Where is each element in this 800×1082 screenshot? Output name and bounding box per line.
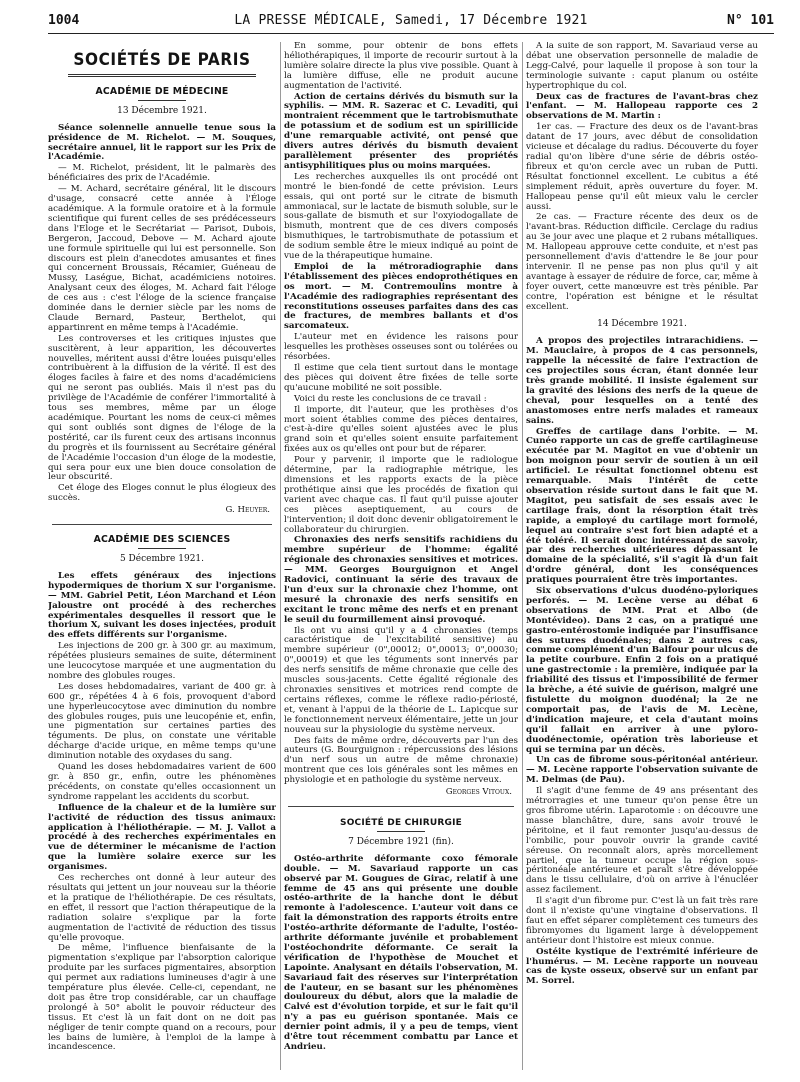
article-paragraph: Influence de la chaleur et de la lumière sur l'activité de réduction des tissus animaux: application à l'héliothérapie. — M. J. Vallot a procédé à des recherches expérimentales en vue de déterminer le mécanisme de l'action que la lumière solaire exerce sur les organismes. bbox=[48, 802, 276, 873]
article-paragraph: L'auteur met en évidence les raisons pour lesquelles les prothèses osseuses sont ou tolérées ou résorbées. bbox=[284, 332, 518, 363]
header-rule bbox=[48, 33, 774, 34]
article-paragraph: A propos des projectiles intrarachidiens. — M. Mauclaire, à propos de 4 cas personnels, rappelle la nécessité de faire l'extraction de ces projectiles sous écran, étant donnée leur très grande mobilité. Il insiste également sur la gravité des lésions des nerfs de la queue de cheval, pour lesquelles on a tenté des anastomoses entre nerfs malades et rameaux sains. bbox=[526, 336, 758, 426]
article-paragraph: Il s'agit d'un fibrome pur. C'est là un fait très rare dont il n'existe qu'une vingtaine d'observations. Il faut en effet séparer complètement ces tumeurs des fibromyomes du ligament large à développement antérieur dont l'histoire est mieux connue. bbox=[526, 896, 758, 946]
article-paragraph: Des faits de même ordre, découverts par l'un des auteurs (G. Bourguignon : répercussions des lésions d'un nerf sous un autre de même chronaxie) montrent que ces lois générales sont les mêmes en physiologie et en pathologie du système nerveux. bbox=[284, 735, 518, 786]
author-signature: Georges Vitoux. bbox=[445, 787, 512, 798]
column-middle bbox=[284, 42, 518, 1072]
author-signature: G. Heuyer. bbox=[225, 505, 270, 516]
article-paragraph: 2e cas. — Fracture récente des deux os de l'avant-bras. Réduction difficile. Cerclage du radius au 3e jour avec une plaque et 2 rubans métalliques. M. Hallopeau approuve cette conduite, et n'est pas personnellement d'avis d'attendre le 8e jour pour intervenir. Il ne pense pas non plus qu'il y ait avantage à essayer de réduire de force, car, même à foyer ouvert, cette manœuvre est très pénible. Par contre, l'opération est bénigne et le résultat excellent. bbox=[526, 212, 758, 312]
issue-number: N° 101 bbox=[727, 13, 774, 28]
article-paragraph: A la suite de son rapport, M. Savariaud verse au débat une observation personnelle de maladie de Legg-Calvé, pour laquelle il propose à son tour la terminologie suivante : caput planum ou ostéite hypertrophique du col. bbox=[526, 42, 758, 91]
short-rule bbox=[377, 831, 425, 832]
article-paragraph: Emploi de la métroradiographie dans l'établissement des pièces endoprothétiques en os mort. — M. Contremoulins montre à l'Académie des radiographies représentant des reconstitutions osseuses parfaites dans des cas de fractures, de membres ballants et d'os sarcomateux. bbox=[284, 261, 518, 332]
article-paragraph: 1er cas. — Fracture des deux os de l'avant-bras datant de 17 jours, avec début de consolidation vicieuse et décalage du radius. Découverte du foyer radial qu'on libère d'une série de débris ostéo-fibreux et qu'on cercle avec un ruban de Putti. Résultat fonctionnel excellent. Le cubitus a été simplement réduit, après ouverture du foyer. M. Hallopeau pense qu'il eût mieux valu le cercler aussi. bbox=[526, 122, 758, 212]
column-right bbox=[526, 42, 758, 1072]
journal-title: LA PRESSE MÉDICALE, Samedi, 17 Décembre 1921 bbox=[234, 13, 588, 28]
societe-chirurgie-date-2: 14 Décembre 1921. bbox=[597, 319, 687, 330]
section-separator bbox=[288, 806, 514, 807]
academie-medecine-heading: ACADÉMIE DE MÉDECINE bbox=[95, 85, 229, 97]
article-paragraph: Deux cas de fractures de l'avant-bras chez l'enfant. — M. Hallopeau rapporte ces 2 observations de M. Martin : bbox=[526, 91, 758, 122]
article-paragraph: Ostéite kystique de l'extrémité inférieure de l'humérus. — M. Lecène rapporte un nouveau cas de kyste osseux, observé sur un enfant par M. Sorrel. bbox=[526, 946, 758, 987]
academie-sciences-heading: ACADÉMIE DES SCIENCES bbox=[93, 534, 231, 546]
article-paragraph: En somme, pour obtenir de bons effets héliothérapiques, il importe de recourir surtout à la lumière solaire directe la plus vive possible. Quant à la lumière diffuse, elle ne produit aucune augmentation de l'activité. bbox=[284, 42, 518, 91]
article-paragraph: Les injections de 200 gr. à 300 gr. au maximum, répétées plusieurs semaines de suite, déterminent une leucocytose marquée et une augmentation du nombre des globules rouges. bbox=[48, 641, 276, 681]
section-rule bbox=[68, 74, 256, 77]
article-paragraph: Cet éloge des Eloges connut le plus élogieux des succès. bbox=[48, 483, 276, 504]
article-paragraph: Ces recherches ont donné à leur auteur des résultats qui jettent un jour nouveau sur la théorie et la pratique de l'héliothérapie. De ces résultats, en effet, il ressort que l'action thérapeutique de la radiation solaire s'explique par la forte augmentation de l'activité de réduction des tissus qu'elle provoque. bbox=[48, 873, 276, 943]
article-paragraph: Ostéo-arthrite déformante coxo fémorale double. — M. Savariaud rapporte un cas observé par M. Gougues de Girac, relatif à une femme de 45 ans qui présente une double ostéo-arthrite de la hanche dont le début remonte à l'adolescence. L'auteur voit dans ce fait la démonstration des rapports étroits entre l'ostéo-arthrite déformante de l'adulte, l'ostéo-arthrite déformante juvénile et probablement l'ostéochondrite déformante. Ce serait la vérification de l'hypothèse de Mouchet et Lapointe. Analysant en détails l'observation, M. Savariaud fait des réserves sur l'interprétation de l'auteur, en se basant sur les phénomènes douloureux du début, alors que la maladie de Calvé est d'évolution torpide, et sur le fait qu'il n'y a pas eu guérison spontanée. Mais ce dernier point admis, il y a peu de temps, vient d'être tout récemment combattu par Lance et Andrieu. bbox=[284, 853, 518, 1052]
article-paragraph: Il estime que cela tient surtout dans le montage des pièces qui doivent être fixées de telle sorte qu'aucune mobilité ne soit possible. bbox=[284, 363, 518, 393]
article-paragraph: Il importe, dit l'auteur, que les prothèses d'os mort soient établies comme des pièces dentaires, c'est-à-dire qu'elles soient ajustées avec le plus grand soin et qu'elles soient ensuite parfaitement fixées aux os qu'elles ont pour but de réparer. bbox=[284, 404, 518, 455]
societe-chirurgie-heading: SOCIÉTÉ DE CHIRURGIE bbox=[340, 817, 462, 828]
article-paragraph: Ils ont vu ainsi qu'il y a 4 chronaxies (temps caractéristique de l'excitabilité sensitive) au membre supérieur (0",00012; 0",00013; 0",00030; 0",00019) et que les téguments sont innervés par des nerfs sensitifs de même chronaxie que celle des muscles sous-jacents. Cette égalité régionale des chronaxies sensitives et motrices rend compte de certains réflexes, comme le réflexe radio-périosté, et, venant à l'appui de la théorie de L. Lapicque sur le fonctionnement nerveux élémentaire, jette un jour nouveau sur la physiologie du système nerveux. bbox=[284, 625, 518, 735]
article-paragraph: — M. Richelot, président, lit le palmarès des bénéficiaires des prix de l'Académie. bbox=[48, 163, 276, 184]
article-paragraph: Quand les doses hebdomadaires varient de 600 gr. à 850 gr., enfin, outre les phénomènes précédents, on constate qu'elles occasionnent un syndrome rappelant les accidents du scorbut. bbox=[48, 762, 276, 802]
article-paragraph: Séance solennelle annuelle tenue sous la présidence de M. Richelot. — M. Souques, secrétaire annuel, lit le rapport sur les Prix de l'Académie. bbox=[48, 122, 276, 163]
column-left bbox=[48, 42, 276, 1072]
page-header bbox=[48, 10, 774, 34]
section-title: SOCIÉTÉS DE PARIS bbox=[73, 50, 251, 70]
section-separator bbox=[52, 524, 272, 525]
article-paragraph: Greffes de cartilage dans l'orbite. — M. Cunéo rapporte un cas de greffe cartilagineuse exécutée par M. Magitot en vue d'obtenir un bon moignon pour servir de soutien à un œil artificiel. Le résultat fonctionnel obtenu est remarquable. Mais l'intérêt de cette observation réside surtout dans le fait que M. Magitot, peu satisfait de ses essais avec le cartilage frais, dont la résorption était très rapide, a employé du cartilage mort formolé, lequel au contraire s'est fort bien adapté et a été toléré. Il serait donc intéressant de savoir, par des recherches ultérieures dépassant le domaine de la spécialité, s'il s'agit là d'un fait d'ordre général, dont les conséquences pratiques pourraient être très importantes. bbox=[526, 426, 758, 586]
article-paragraph: Les effets généraux des injections hypodermiques de thorium X sur l'organisme. — MM. Gabriel Petit, Léon Marchand et Léon Jaloustre ont procédé à des recherches expérimentales desquelles il ressort que le thorium X, suivant les doses injectées, produit des effets différents sur l'organisme. bbox=[48, 570, 276, 641]
column-divider bbox=[522, 42, 523, 1070]
article-paragraph: Les recherches auxquelles ils ont procédé ont montré le bien-fondé de cette prévision. Leurs essais, qui ont porté sur le citrate de bismuth ammoniacal, sur le lactate de bismuth soluble, sur le sous-gallate de bismuth et sur l'oxyiodogallate de bismuth, montrent que de ces divers composés bismuthiques, le tartrobismuthate de potassium et de sodium semble être le mieux indiqué au point de vue de la thérapeutique humaine. bbox=[284, 171, 518, 262]
article-paragraph: Pour y parvenir, il importe que le radiologue détermine, par la radiographie métrique, les dimensions et les rapports exacts de la pièce prothétique ainsi que les procédés de fixation qui varient avec chaque cas. Il faut qu'il puisse ajouter ces pièces aseptiquement, au cours de l'intervention; il doit donc devenir obligatoirement le collaborateur du chirurgien. bbox=[284, 455, 518, 535]
article-paragraph: Les controverses et les critiques injustes que suscitèrent, à leur apparition, les découvertes nouvelles, méritent aussi d'être louées puisqu'elles contribuèrent à la diffusion de la vérité. Il est des éloges faciles à faire et des noms d'académiciens qui ne seront pas oubliés. Mais il n'est pas du privilège de l'Académie de conférer l'immortalité à tous ses membres, même par un éloge académique. Pourtant les noms de ceux-ci mêmes qui sont oubliés sont dignes de l'éloge de la postérité, car ils furent ceux des artisans inconnus du progrès et ils fournissent au Secrétaire général de l'Académie l'occasion d'un éloge de la modestie, qui sera pour eux une bien douce consolation de leur obscurité. bbox=[48, 333, 276, 483]
article-paragraph: Action de certains dérivés du bismuth sur la syphilis. — MM. R. Sazerac et C. Levaditi, qui montraient récemment que le tartrobismuthate de potassium et de sodium est un spirillicide d'une remarquable activité, ont pensé que divers autres dérivés du bismuth devaient parallèlement présenter des propriétés antisyphilitiques plus ou moins marquées. bbox=[284, 91, 518, 171]
short-rule bbox=[138, 100, 186, 101]
article-paragraph: Un cas de fibrome sous-péritonéal antérieur. — M. Lecène rapporte l'observation suivante de M. Delmas (de Pau). bbox=[526, 755, 758, 786]
academie-medecine-date: 13 Décembre 1921. bbox=[117, 105, 207, 116]
article-paragraph: De même, l'influence bienfaisante de la pigmentation s'explique par l'absorption calorique produite par les surfaces pigmentaires, absorption qui permet aux radiations lumineuses d'agir à une température plus élevée. Celle-ci, cependant, ne doit pas être trop considérable, car un chauffage prolongé à 50° abolit le pouvoir réducteur des tissus. Et c'est là un fait dont on ne doit pas négliger de tenir compte quand on a recours, pour les bains de lumière, à l'emploi de la lampe à incandescence. bbox=[48, 943, 276, 1053]
article-paragraph: — M. Achard, secrétaire général, lit le discours d'usage, consacré cette année à l'Éloge académique. A la formule oratoire et à la formule scientifique qui furent celles de ses prédécesseurs dans l'Eloge et le Secrétariat — Parisot, Dubois, Bergeron, Jaccoud, Debove — M. Achard ajoute une formule spirituelle qui lui est personnelle. Son discours est plein d'anecdotes amusantes et fines qui concernent Broussais, Récamier, Guéneau de Mussy, Laségue, Bichat, académiciens notoires. Analysant ceux des éloges, M. Achard fait l'éloge de ces aus : c'est l'éloge de la science française dominée dans le dernier siècle par les noms de Claude Bernard, Pasteur, Berthelot, qui appartinrent en même temps à l'Académie. bbox=[48, 184, 276, 333]
article-paragraph: Voici du reste les conclusions de ce travail : bbox=[294, 393, 487, 404]
article-paragraph: Il s'agit d'une femme de 49 ans présentant des métrorragies et une tumeur qu'on pense être un gros fibrome utérin. Laparotomie : on découvre une masse blanchâtre, dure, sans avoir trouvé le péritoine, et il faut remonter jusqu'au-dessus de l'ombilic, pour pouvoir ouvrir la grande cavité séreuse. On reconnaît alors, après morcellement partiel, que la tumeur occupe la région sous-péritonéale antérieure et paraît s'être développée dans le tissu cellulaire, d'où on arrive à l'énucléer assez facilement. bbox=[526, 786, 758, 896]
societe-chirurgie-date: 7 Décembre 1921 (fin). bbox=[348, 836, 454, 847]
article-paragraph: Chronaxies des nerfs sensitifs rachidiens du membre supérieur de l'homme: égalité régionale des chronaxies sensitives et motrices. — MM. Georges Bourguignon et Angel Radovici, continuant la série des travaux de l'un d'eux sur la chronaxie chez l'homme, ont mesuré la chronaxie des nerfs sensitifs en excitant le tronc même des nerfs et en prenant le seuil du fourmillement ainsi provoqué. bbox=[284, 535, 518, 625]
article-paragraph: Les doses hebdomadaires, variant de 400 gr. à 600 gr., répétées 4 à 6 fois, provoquent d'abord une hyperleucocytose avec diminution du nombre des globules rouges, puis une leucopénie et, enfin, une pigmentation sur certaines parties des téguments. De plus, on constate une véritable décharge d'acide urique, en même temps qu'une diminution notable des oxydases du sang. bbox=[48, 681, 276, 762]
column-divider bbox=[280, 42, 281, 1070]
academie-sciences-date: 5 Décembre 1921. bbox=[119, 553, 205, 564]
article-paragraph: Six observations d'ulcus duodéno-pyloriques perforés. — M. Lecène verse au débat 6 observations de MM. Prat et Albo (de Montévideo). Dans 2 cas, on a pratiqué une gastro-entérostomie indiquée par l'insuffisance des sutures duodénales; dans 2 autres cas, comme complément d'un Balfour pour ulcus de la petite courbure. Enfin 2 fois on a pratiqué une gastrectomie : la première, indiquée par la friabilité des tissus et l'impossibilité de fermer la brèche, a été suivie de guérison, malgré une fistulette du moignon duodénal; la 2e ne comportait pas, de l'avis de M. Lecène, d'indication majeure, et cela d'autant moins qu'il fallait en arriver à une pyloro-duodénectomie, opération très laborieuse et qui se termina par un décès. bbox=[526, 586, 758, 755]
page-number: 1004 bbox=[48, 13, 80, 28]
short-rule bbox=[138, 548, 186, 549]
